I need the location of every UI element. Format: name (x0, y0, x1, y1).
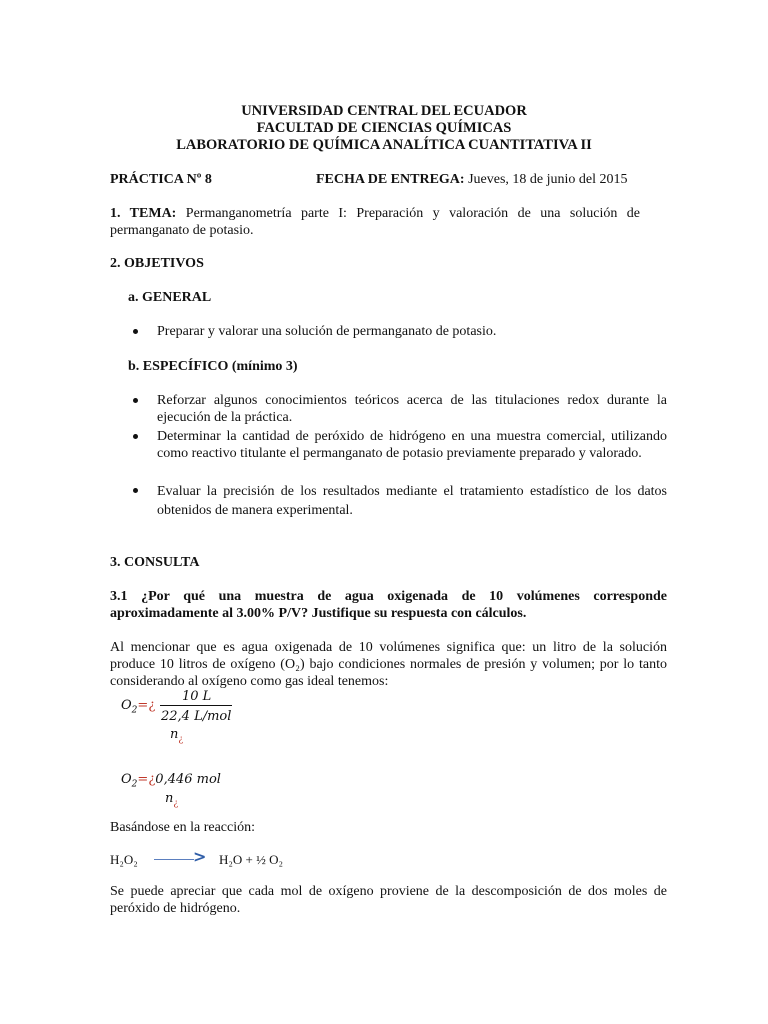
eq2-value: 0,446 mol (155, 772, 221, 787)
paragraph-1: Al mencionar que es agua oxigenada de 10 volúmenes significa que: un litro de la solución produce 10 litros de oxígeno (O₂) bajo condiciones normales de presión y volumen; por lo tanto considerando al oxígeno como gas ideal tenemos: (110, 640, 667, 689)
bullet-icon (133, 329, 138, 334)
eq2-below-symbol: n (165, 791, 174, 806)
eq1-subscript: 2 (131, 705, 138, 716)
general-item-text: Preparar y valorar una solución de permanganato de potasio. (157, 324, 497, 339)
equation-2-below (165, 790, 178, 813)
eq2-below-subscript: ¿ (173, 798, 179, 809)
tema-paragraph (110, 205, 640, 239)
list-item (157, 323, 667, 340)
list-item (157, 392, 667, 426)
date-value: Jueves, 18 de junio del 2015 (464, 172, 628, 187)
reaction-products: H₂O + ½ O₂ (219, 852, 284, 867)
reaction-intro: Basándose en la reacción: (110, 820, 255, 835)
list-item (157, 428, 667, 462)
equation-1-lhs (121, 697, 155, 720)
fraction-bar (160, 705, 232, 706)
eq1-glyph: ¿ (148, 698, 156, 713)
question-3-1: 3.1 ¿Por qué una muestra de agua oxigenada de 10 volúmenes corresponde aproximadamente al 3.00% P/V? Justifique su respuesta con cálculos. (110, 589, 667, 621)
eq2-equals: = (137, 772, 149, 787)
eq2-subscript: 2 (131, 779, 138, 790)
eq1-symbol: O (121, 698, 132, 713)
equation-1-below (170, 726, 183, 749)
tema-text: Permanganometría parte I: Preparación y valoración de una solución de permanganato de potasio. (110, 206, 640, 238)
general-heading: a. GENERAL (128, 290, 212, 305)
arrow-right-icon: > (193, 847, 207, 866)
practice-label: PRÁCTICA Nº 8 (110, 172, 212, 187)
eq1-below-symbol: n (170, 727, 179, 742)
objetivos-heading: 2. OBJETIVOS (110, 256, 204, 271)
specific-item-text: Reforzar algunos conocimientos teóricos acerca de las titulaciones redox durante la ejecución de la práctica. (157, 393, 667, 425)
date-label: FECHA DE ENTREGA: (316, 172, 465, 187)
faculty-name: FACULTAD DE CIENCIAS QUÍMICAS (256, 120, 512, 136)
university-name: UNIVERSIDAD CENTRAL DEL ECUADOR (241, 103, 527, 119)
bullet-icon (133, 488, 138, 493)
equation-1-denominator: 22,4 L/mol (161, 709, 232, 724)
specific-item-text: Determinar la cantidad de peróxido de hidrógeno en una muestra comercial, utilizando como reactivo titulante el permanganato de potasio previamente preparado y valorado. (157, 429, 667, 461)
eq1-below-subscript: ¿ (178, 734, 184, 745)
eq2-glyph: ¿ (148, 772, 156, 787)
specific-item-text: Evaluar la precisión de los resultados mediante el tratamiento estadístico de los datos obtenidos de manera experimental. (157, 484, 667, 518)
eq1-equals: = (137, 698, 149, 713)
bullet-icon (133, 434, 138, 439)
delivery-date (316, 171, 628, 188)
lab-name: LABORATORIO DE QUÍMICA ANALÍTICA CUANTITATIVA II (176, 137, 592, 153)
consulta-heading: 3. CONSULTA (110, 555, 200, 570)
document-header (0, 103, 768, 154)
reaction-reactant: H₂O₂ (110, 852, 138, 867)
reaction-arrow-line (154, 859, 194, 860)
list-item (157, 482, 667, 520)
paragraph-2: Se puede apreciar que cada mol de oxígeno proviene de la descomposición de dos moles de peróxido de hidrógeno. (110, 884, 667, 916)
specific-heading: b. ESPECÍFICO (mínimo 3) (128, 359, 298, 374)
equation-1-numerator: 10 L (182, 689, 212, 704)
eq2-symbol: O (121, 772, 132, 787)
bullet-icon (133, 398, 138, 403)
tema-label: 1. TEMA: (110, 206, 177, 221)
